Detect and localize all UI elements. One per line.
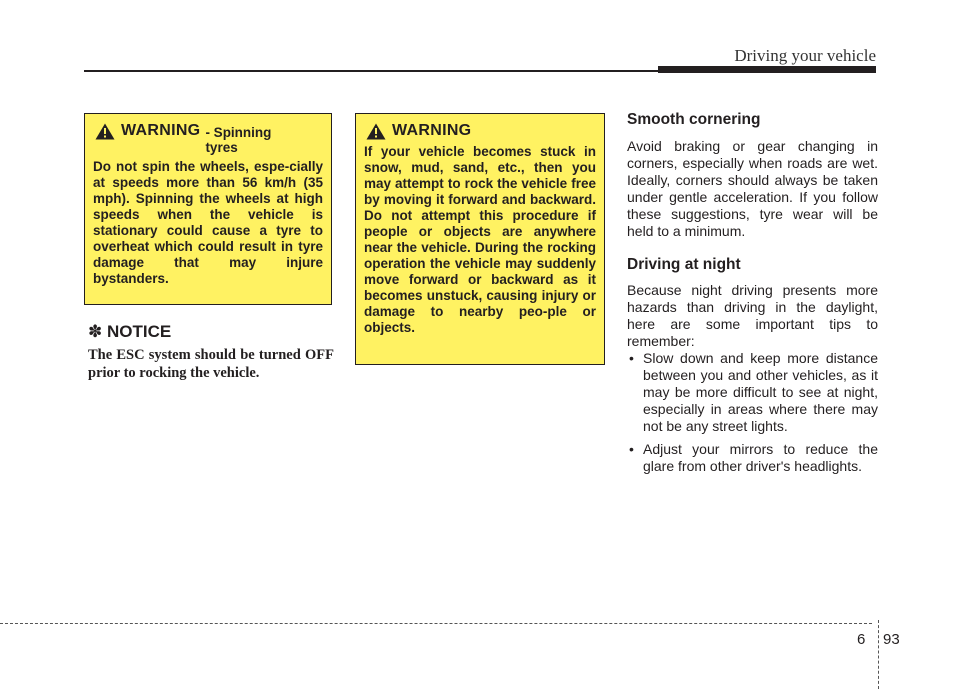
page-header-title: Driving your vehicle bbox=[734, 46, 876, 65]
driving-at-night-intro: Because night driving presents more hazards than driving in the daylight, here are some important tips to remember: bbox=[627, 282, 878, 349]
header-rule-thick bbox=[658, 66, 876, 73]
notice-symbol-icon: ✽ bbox=[88, 322, 103, 341]
footer-rule bbox=[0, 623, 872, 624]
warning-subtitle: - Spinning tyres bbox=[205, 125, 272, 155]
smooth-cornering-text: Avoid braking or gear changing in corners, especially when roads are wet. Ideally, corners should always be taken under gentle acceleration. If you follow these suggestions, tyre wear will be held to a minimum. bbox=[627, 138, 878, 239]
warning-triangle-icon bbox=[95, 123, 115, 140]
smooth-cornering-heading: Smooth cornering bbox=[627, 111, 761, 128]
warning-label: WARNING bbox=[121, 122, 201, 139]
warning-label: WARNING bbox=[392, 122, 472, 139]
footer-divider bbox=[878, 620, 879, 689]
warning-body: If your vehicle becomes stuck in snow, mud, sand, etc., then you may attempt to rock the vehicle free by moving it forward and backward. Do not attempt this procedure if people or objects are anywhere near the vehicle. During the rocking operation the vehicle may suddenly move forward or backward as it becomes unstuck, causing injury or damage to nearby peo-ple or objects. bbox=[364, 144, 596, 335]
header-rule bbox=[84, 70, 658, 72]
list-item: • Slow down and keep more distance between you and other vehicles, as it may be more difficult to see at night, especially in areas where there may not be any street lights. bbox=[627, 350, 878, 435]
notice-title bbox=[88, 322, 171, 342]
warning-triangle-icon bbox=[366, 123, 386, 140]
warning-body: Do not spin the wheels, espe-cially at speeds more than 56 km/h (35 mph). Spinning the wheels at high speeds when the vehicle is stationary could cause a tyre to overheat which could result in tyre damage that may injure bystanders. bbox=[93, 159, 323, 286]
chapter-number: 6 bbox=[857, 631, 866, 648]
warning-box-spinning-tyres bbox=[84, 113, 332, 305]
driving-at-night-heading: Driving at night bbox=[627, 256, 741, 273]
page-number: 93 bbox=[883, 631, 900, 648]
warning-box-rocking-vehicle bbox=[355, 113, 605, 365]
notice-body: The ESC system should be turned OFF prior to rocking the vehicle. bbox=[88, 347, 334, 381]
list-item: • Adjust your mirrors to reduce the glare from other driver's headlights. bbox=[627, 441, 878, 475]
night-driving-tips-list bbox=[627, 350, 878, 481]
notice-title-text: NOTICE bbox=[106, 322, 172, 341]
